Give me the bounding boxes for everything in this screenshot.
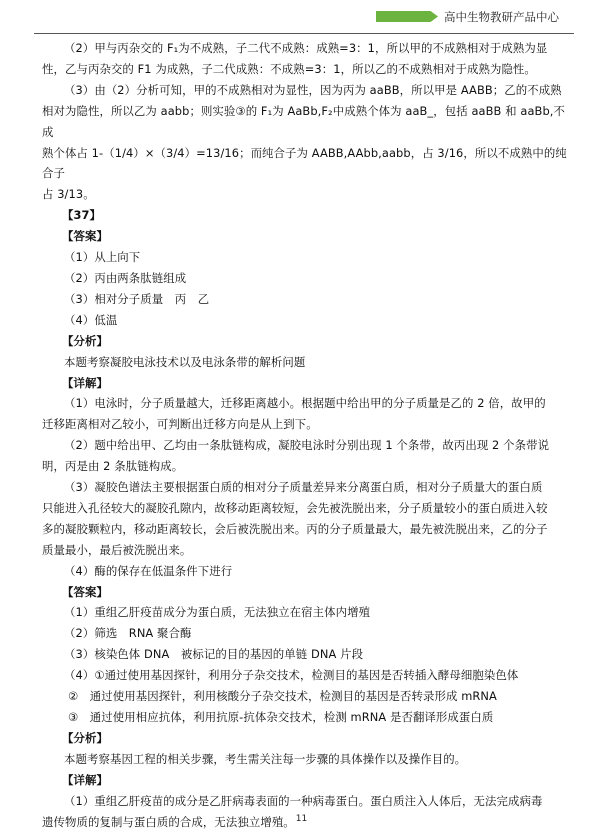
header-divider: [34, 33, 574, 34]
text-line: ② 通过使用基因探针，利用核酸分子杂交技术，检测目的基因是否转录形成 mRNA: [68, 689, 497, 704]
text-line: 只能进入孔径较大的凝胶孔隙内，故移动距离较短，会先被洗脱出来，分子质量较小的蛋白质进入较: [42, 500, 548, 515]
text-line: 【分析】: [62, 730, 108, 745]
text-line: （4）酶的保存在低温条件下进行: [64, 563, 233, 578]
text-line: 迁移距离相对乙较小，可判断出迁移方向是从上到下。: [42, 417, 318, 432]
text-line: 占 3/13。: [42, 187, 95, 202]
text-line: 【详解】: [62, 375, 108, 390]
header-arrow-icon: [376, 11, 438, 22]
text-line: 明，丙是由 2 条肽链构成。: [42, 459, 184, 474]
text-line: 质量最小，最后被洗脱出来。: [42, 542, 192, 557]
text-line: 【答案】: [62, 584, 108, 599]
text-line: ③ 通过使用相应抗体，利用抗原-抗体杂交技术，检测 mRNA 是否翻译形成蛋白质: [68, 710, 494, 724]
text-line: （3）相对分子质量 丙 乙: [64, 291, 210, 306]
text-line: （3）由（2）分析可知，甲的不成熟相对为显性，因为丙为 aaBB，所以甲是 AABB；乙的不成熟: [64, 82, 562, 97]
page-number: 11: [295, 814, 308, 824]
text-line: 相对为隐性，所以乙为 aabb；则实验③的 F₁为 AaBb,F₂中成熟个体为 aaB_，包括 aaBB 和 aaBb,不成: [42, 103, 565, 139]
document-body: [42, 38, 570, 832]
text-line: 性，乙与丙杂交的 F1 为成熟，子二代成熟：不成熟=3：1，所以乙的不成熟相对于成熟为隐性。: [42, 61, 536, 76]
text-line: 熟个体占 1-（1/4）×（3/4）=13/16；而纯合子为 AABB,AAbb,aabb，占 3/16，所以不成熟中的纯合子: [42, 145, 567, 181]
text-line: （3）凝胶色谱法主要根据蛋白质的相对分子质量差异来分离蛋白质，相对分子质量大的蛋白质: [64, 480, 543, 495]
text-line: 本题考察凝胶电泳技术以及电泳条带的解析问题: [64, 354, 306, 369]
page-header: [0, 0, 603, 34]
text-line: （1）电泳时，分子质量越大，迁移距离越小。根据题中给出甲的分子质量是乙的 2 倍，故甲的: [64, 396, 546, 411]
text-line: （2）筛选 RNA 聚合酶: [64, 626, 192, 641]
header-title: 高中生物教研产品中心: [444, 10, 559, 24]
text-line: （4）①通过使用基因探针，利用分子杂交技术，检测目的基因是否转插入酵母细胞染色体: [64, 668, 519, 683]
text-line: （2）甲与丙杂交的 F₁为不成熟，子二代不成熟：成熟=3：1，所以甲的不成熟相对于成熟为显: [64, 41, 548, 55]
text-line: 遗传物质的复制与蛋白质的合成，无法独立增殖。: [42, 814, 295, 829]
text-line: （3）核染色体 DNA 被标记的目的基因的单链 DNA 片段: [64, 647, 364, 662]
text-line: （1）重组乙肝疫苗的成分是乙肝病毒表面的一种病毒蛋白。蛋白质注入人体后，无法完成病毒: [64, 793, 543, 808]
text-line: 【分析】: [62, 333, 108, 348]
text-line: 多的凝胶颗粒内，移动距离较长，会后被洗脱出来。丙的分子质量最大，最先被洗脱出来，乙的分子: [42, 521, 548, 536]
text-line: （1）重组乙肝疫苗成分为蛋白质，无法独立在宿主体内增殖: [64, 605, 371, 620]
text-line: （4）低温: [64, 312, 118, 327]
text-line: 【答案】: [62, 229, 108, 244]
text-line: （1）从上向下: [64, 250, 141, 265]
text-line: （2）题中给出甲、乙均由一条肽链构成，凝胶电泳时分别出现 1 个条带，故丙出现 2 个条带说: [64, 438, 550, 453]
text-line: 【37】: [62, 208, 102, 223]
text-line: 本题考察基因工程的相关步骤，考生需关注每一步骤的具体操作以及操作目的。: [64, 751, 467, 766]
text-line: 【详解】: [62, 772, 108, 787]
text-line: （2）丙由两条肽链组成: [64, 270, 187, 285]
